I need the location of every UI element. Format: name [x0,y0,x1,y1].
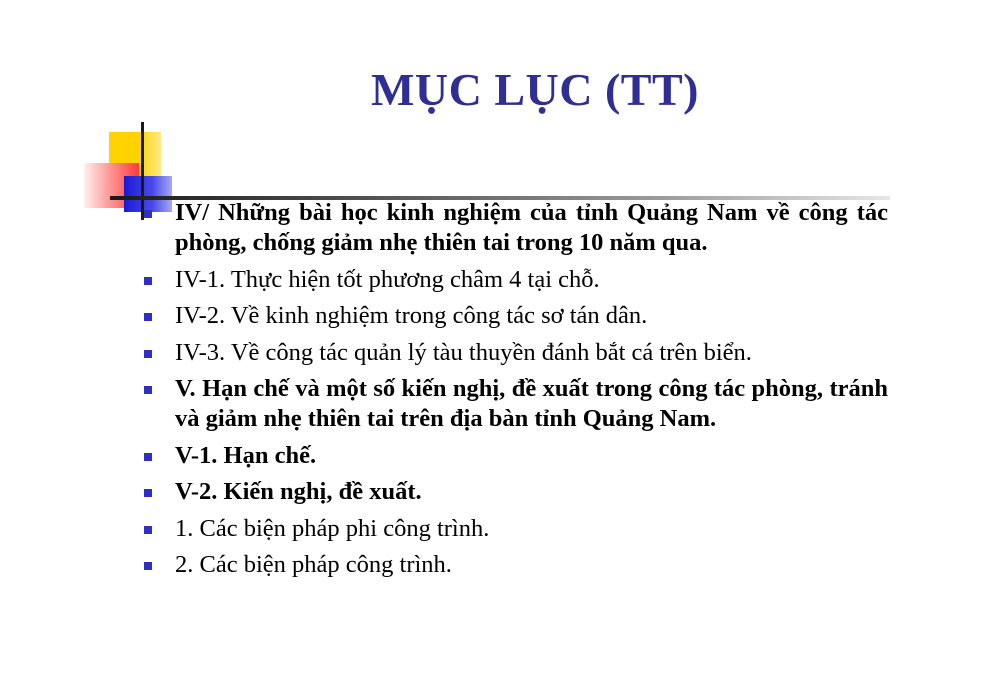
bullet-square-icon [144,210,152,218]
bullet-text: V-1. Hạn chế. [175,441,317,469]
bullet-square-icon [144,386,152,394]
bullet-square-icon [144,350,152,358]
bullet-item-iv-3 [142,338,888,368]
bullet-text: 1. Các biện pháp phi công trình. [175,514,490,542]
bullet-item-v [142,374,888,434]
bullet-text: IV-1. Thực hiện tốt phương châm 4 tại chỗ. [175,265,600,293]
bullet-square-icon [144,277,152,285]
bullet-item-v-2 [142,477,888,507]
bullet-item-v-1 [142,441,888,471]
bullet-item-2 [142,550,888,580]
bullet-text: V. Hạn chế và một số kiến nghị, đề xuất trong công tác phòng, tránh và giảm nhẹ thiên tai trên địa bàn tỉnh Quảng Nam. [175,375,888,432]
bullet-square-icon [144,453,152,461]
bullet-item-iv-2 [142,301,888,331]
bullet-text: IV-2. Về kinh nghiệm trong công tác sơ tán dân. [175,302,648,329]
bullet-item-1 [142,514,888,544]
bullet-text: IV-3. Về công tác quản lý tàu thuyền đánh bắt cá trên biển. [175,338,752,366]
bullet-square-icon [144,489,152,497]
bullet-square-icon [144,313,152,321]
bullet-square-icon [144,526,152,534]
bullet-square-icon [144,562,152,570]
content-bullet-list [142,198,888,587]
bullet-text: IV/ Những bài học kinh nghiệm của tỉnh Quảng Nam về công tác phòng, chống giảm nhẹ thiên tai trong 10 năm qua. [175,199,888,256]
bullet-item-iv-1 [142,265,888,295]
bullet-text: V-2. Kiến nghị, đề xuất. [175,478,422,505]
bullet-item-iv [142,198,888,258]
bullet-text: 2. Các biện pháp công trình. [175,551,452,578]
slide-title: MỤC LỤC (TT) [371,64,699,115]
